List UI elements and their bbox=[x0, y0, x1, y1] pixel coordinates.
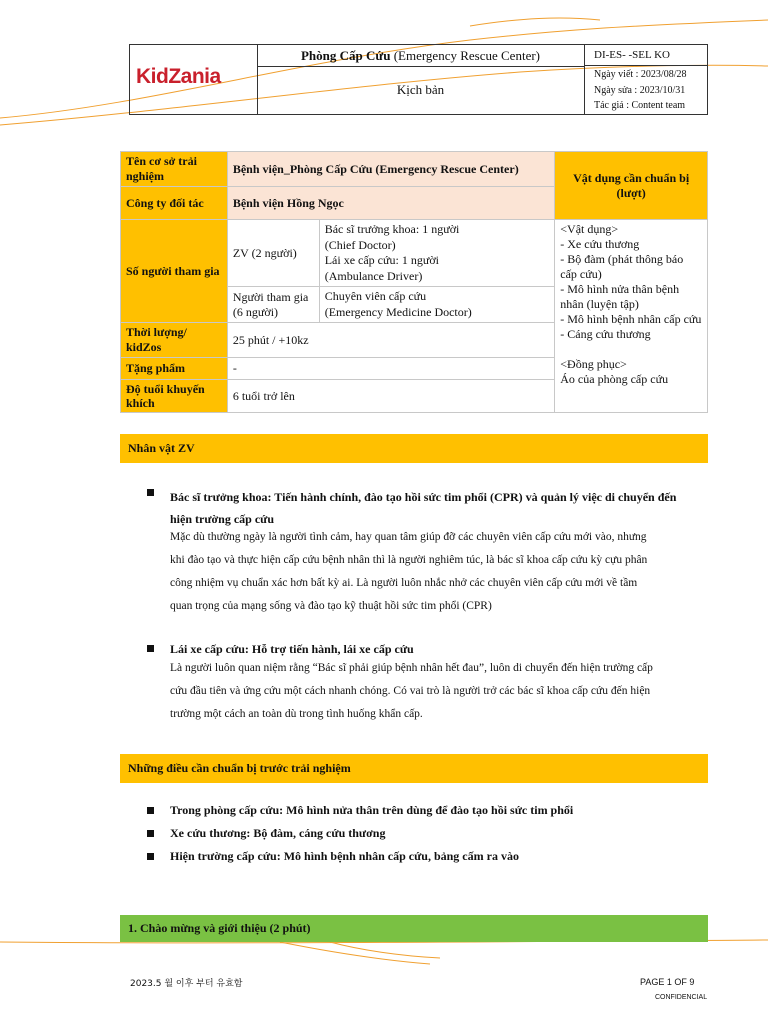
guest-roles bbox=[319, 287, 555, 323]
revised-date: Ngày sửa : 2023/10/31 bbox=[594, 84, 686, 96]
supply-item: - Mô hình nửa thân bệnh nhân (luyện tập) bbox=[560, 282, 680, 311]
author: Tác giả : Content team bbox=[594, 100, 686, 111]
footer-validity: 2023.5 월 이후 부터 유효함 bbox=[130, 979, 243, 989]
supply-item: - Xe cứu thương bbox=[560, 237, 640, 251]
prep-item: Xe cứu thương: Bộ đàm, cáng cứu thương bbox=[170, 826, 386, 840]
chief-doctor-description bbox=[170, 526, 710, 618]
supply-item: - Bộ đàm (phát thông báo cấp cứu) bbox=[560, 252, 684, 281]
chief-heading-line: Bác sĩ trưởng khoa: Tiến hành chính, đào tạo hồi sức tim phổi (CPR) và quản lý việc di chuyển đến bbox=[170, 490, 677, 504]
supply-item: - Cáng cứu thương bbox=[560, 327, 651, 341]
gift-value: - bbox=[227, 358, 554, 380]
zv-label: ZV (2 người) bbox=[227, 220, 319, 287]
desc-line: Là người luôn quan niệm rằng “Bác sĩ phải giúp bệnh nhân hết đau”, luôn di chuyển đến hiện trường cấp bbox=[170, 662, 653, 674]
guest-role-line: Chuyên viên cấp cứu bbox=[324, 289, 427, 303]
confidential-label: CONFIDENCIAL bbox=[655, 994, 708, 1001]
age-value: 6 tuổi trở lên bbox=[227, 380, 554, 413]
bullet-icon bbox=[147, 489, 157, 496]
desc-line: Mặc dù thường ngày là người tình cảm, hay quan tâm giúp đỡ các chuyên viên cấp cứu mới vào, nhưng bbox=[170, 531, 647, 543]
chief-heading-line: hiện trường cấp cứu bbox=[170, 512, 275, 526]
guest-label: Người tham gia (6 người) bbox=[227, 287, 319, 323]
doc-meta bbox=[584, 66, 707, 114]
supply-item: <Đồng phục> bbox=[560, 357, 627, 371]
facility-value: Bệnh viện_Phòng Cấp Cứu (Emergency Rescue Center) bbox=[227, 152, 554, 187]
supply-item bbox=[560, 342, 702, 357]
document-header bbox=[129, 44, 708, 115]
duration-value: 25 phút / +10kz bbox=[227, 323, 554, 358]
facility-label: Tên cơ sở trải nghiệm bbox=[121, 152, 228, 187]
desc-line: khi đào tạo và thực hiện cấp cứu bệnh nhân thì là người nghiêm túc, là bác sĩ khoa cấp cứu kỳ cựu phân bbox=[170, 554, 648, 566]
doc-code: DI-ES- -SEL KO bbox=[584, 45, 707, 66]
chief-doctor-heading bbox=[170, 486, 676, 530]
bullet-icon bbox=[147, 645, 157, 652]
partner-label: Công ty đối tác bbox=[121, 187, 228, 220]
bullet-icon bbox=[147, 807, 157, 814]
zv-section-title: Nhân vật ZV bbox=[120, 434, 708, 463]
zv-role-line: Lái xe cấp cứu: 1 người bbox=[324, 253, 440, 267]
written-date: Ngày viết : 2023/08/28 bbox=[594, 69, 687, 80]
kidzania-logo: KidZania bbox=[136, 65, 221, 88]
participants-label: Số người tham gia bbox=[121, 220, 228, 323]
desc-line: cứu đầu tiên và ứng cứu một cách nhanh chóng. Có vai trò là người trở các bác sĩ khoa cấp cứu đến hiện bbox=[170, 685, 651, 697]
desc-line: trường một cách an toàn dù trong tình huống khẩn cấp. bbox=[170, 708, 423, 720]
title-en: (Emergency Rescue Center) bbox=[393, 48, 540, 63]
driver-heading: Lái xe cấp cứu: Hỗ trợ tiến hành, lái xe cấp cứu bbox=[170, 642, 414, 656]
driver-description bbox=[170, 657, 710, 726]
doc-type: Kịch bản bbox=[257, 66, 585, 114]
bullet-icon bbox=[147, 853, 157, 860]
supply-item: <Vật dụng> bbox=[560, 222, 619, 236]
prep-item: Hiện trường cấp cứu: Mô hình bệnh nhân cấp cứu, bảng cấm ra vào bbox=[170, 849, 519, 863]
desc-line: quan trọng của mạng sống và đào tạo kỹ thuật hồi sức tim phổi (CPR) bbox=[170, 600, 492, 612]
zv-role-line: (Chief Doctor) bbox=[324, 237, 396, 252]
age-label: Độ tuổi khuyến khích bbox=[121, 380, 228, 413]
zv-roles bbox=[319, 220, 555, 287]
supplies-list bbox=[555, 220, 708, 413]
desc-line: công nhiệm vụ chuẩn xác hơn bất kỳ ai. Là người luôn nhắc nhở các chuyên viên cấp cứu mới về tầm bbox=[170, 577, 638, 589]
supply-item: Áo của phòng cấp cứu bbox=[560, 372, 669, 386]
gift-label: Tặng phẩm bbox=[121, 358, 228, 380]
header-title bbox=[257, 45, 585, 67]
zv-role-line: (Ambulance Driver) bbox=[324, 268, 423, 283]
logo-cell bbox=[130, 45, 258, 114]
guest-role-line: (Emergency Medicine Doctor) bbox=[324, 304, 472, 319]
title-vn: Phòng Cấp Cứu bbox=[300, 48, 391, 63]
page-number: PAGE 1 OF 9 bbox=[640, 977, 695, 987]
prep-item: Trong phòng cấp cứu: Mô hình nửa thân trên dùng để đào tạo hồi sức tim phổi bbox=[170, 803, 574, 817]
duration-label: Thời lượng/ kidZos bbox=[121, 323, 228, 358]
info-table bbox=[120, 151, 708, 413]
supply-item: - Mô hình bệnh nhân cấp cứu bbox=[560, 312, 702, 326]
intro-section-title: 1. Chào mừng và giới thiệu (2 phút) bbox=[120, 915, 708, 942]
prep-section-title: Những điều cần chuẩn bị trước trải nghiệm bbox=[120, 754, 708, 783]
partner-value: Bệnh viện Hồng Ngọc bbox=[227, 187, 554, 220]
bullet-icon bbox=[147, 830, 157, 837]
supplies-header: Vật dụng cần chuẩn bị (lượt) bbox=[555, 152, 708, 220]
zv-role-line: Bác sĩ trưởng khoa: 1 người bbox=[324, 222, 460, 236]
